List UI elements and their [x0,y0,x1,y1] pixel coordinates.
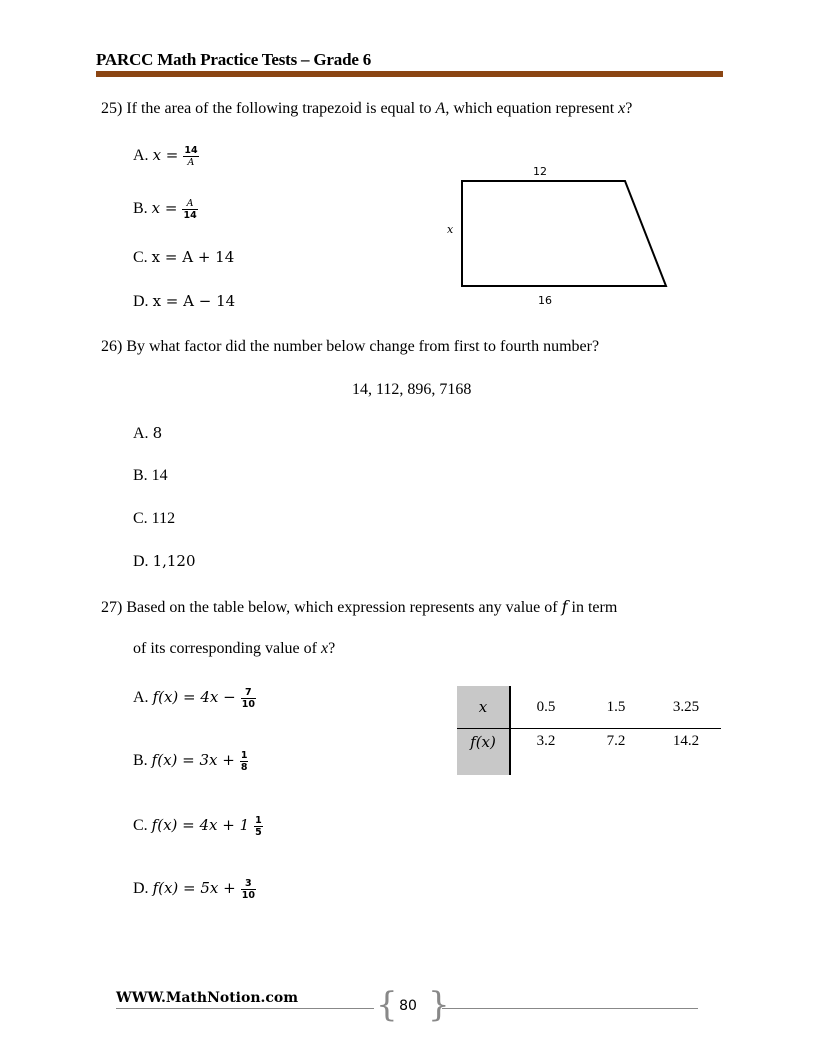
trapezoid-top-label: 12 [533,165,547,178]
q27-option-b [133,750,249,773]
fraction-numerator: 7 [241,687,256,699]
table-cell: 1.5 [581,686,651,729]
option-value: 112 [151,510,176,527]
option-letter: B. [133,200,148,218]
fraction-numerator: 1 [255,815,262,826]
question-25-var-x: x [618,100,626,117]
option-letter: C. [133,249,148,266]
trapezoid-shape [462,181,666,286]
table-cell: 0.5 [510,686,581,729]
table-row-x [457,686,721,729]
page-number: 80 [399,998,417,1014]
right-brace-icon: } [428,985,450,1025]
fraction-numerator: 1 [240,750,248,761]
option-expression: x = [152,146,179,165]
fraction-denominator: 14 [183,210,197,221]
option-letter: A. [133,689,149,707]
option-expression: x = [151,199,178,218]
q26-option-d [133,552,196,571]
fraction [182,198,197,221]
q27-option-a [133,687,257,710]
question-25-text-b: , which equation represent [445,100,619,117]
question-27-line-2 [133,640,335,658]
question-27-number: 27) [101,599,123,616]
option-letter: A. [133,147,149,165]
trapezoid-side-label: x [447,223,454,236]
function-table [457,686,721,775]
fraction [254,815,263,838]
option-expression: f(x) = 5x + [152,879,236,898]
q26-option-c [133,510,175,528]
question-27-line-1 [101,597,617,617]
question-25-text-a: If the area of the following trapezoid is equal to [126,100,436,117]
question-27-var-f: f [561,597,568,616]
footer-line-right [442,1008,698,1009]
question-25-text-c: ? [625,100,633,117]
option-letter: C. [133,510,148,527]
fraction-denominator: 10 [241,699,255,710]
fraction-denominator: 8 [240,762,248,773]
question-27-text-b: in term [567,599,618,616]
fraction-denominator: 5 [255,827,262,838]
fraction-denominator: A [187,157,195,168]
question-26 [101,338,599,356]
fraction-numerator: 3 [241,878,256,890]
question-27-text-a: Based on the table below, which expression represents any value of [126,599,562,616]
option-letter: B. [133,752,148,770]
trapezoid-bottom-label: 16 [538,294,552,307]
question-25-number: 25) [101,100,123,117]
footer-line-left [116,1008,374,1009]
table-cell: 7.2 [606,733,626,749]
question-27-text-c: of its corresponding value of [133,640,321,657]
question-25-var-a: A [435,100,446,117]
left-brace-icon: { [376,985,398,1025]
page-header-title: PARCC Math Practice Tests – Grade 6 [96,50,372,69]
header-rule [96,71,723,77]
fraction [240,750,249,773]
table-header-x: x [457,686,510,729]
option-letter: D. [133,553,149,570]
option-value: 14 [151,467,168,484]
option-expression: x = A − 14 [152,292,236,310]
q25-option-d [133,292,235,311]
option-expression: f(x) = 4x − [152,688,236,707]
question-27-text-d: ? [328,640,336,657]
fraction-denominator: 10 [241,890,255,901]
option-expression: f(x) = 3x + [151,751,235,770]
fraction [241,687,256,710]
q25-option-b [133,198,199,221]
table-cell: 3.25 [651,686,721,729]
option-value: 1,120 [152,552,196,570]
option-expression: f(x) = 4x + 1 [151,816,250,835]
option-expression: x = A + 14 [151,248,235,266]
option-letter: D. [133,880,149,898]
option-letter: A. [133,425,149,442]
q25-option-a [133,145,200,168]
question-25 [101,100,632,118]
q27-option-d [133,878,257,901]
table-cell: 3.2 [536,733,556,749]
fraction-numerator: 14 [184,145,198,156]
option-letter: C. [133,817,148,835]
fraction-numerator: A [182,198,197,210]
fraction [241,878,256,901]
option-value: 8 [152,424,163,442]
footer-url: WWW.MathNotion.com [116,990,299,1006]
table-header-fx: f(x) [457,729,510,776]
question-26-text: By what factor did the number below change from first to fourth number? [126,338,600,355]
option-letter: B. [133,467,148,484]
table-row-fx [457,729,721,776]
trapezoid-figure [440,160,680,310]
option-letter: D. [133,293,149,310]
q27-option-c [133,815,264,838]
question-27-var-x: x [320,640,329,657]
question-26-number: 26) [101,338,123,355]
fraction [183,145,198,168]
table-cell: 14.2 [672,733,700,749]
q26-option-b [133,467,168,485]
number-sequence: 14, 112, 896, 7168 [352,381,472,398]
q25-option-c [133,248,234,267]
q26-option-a [133,424,162,443]
